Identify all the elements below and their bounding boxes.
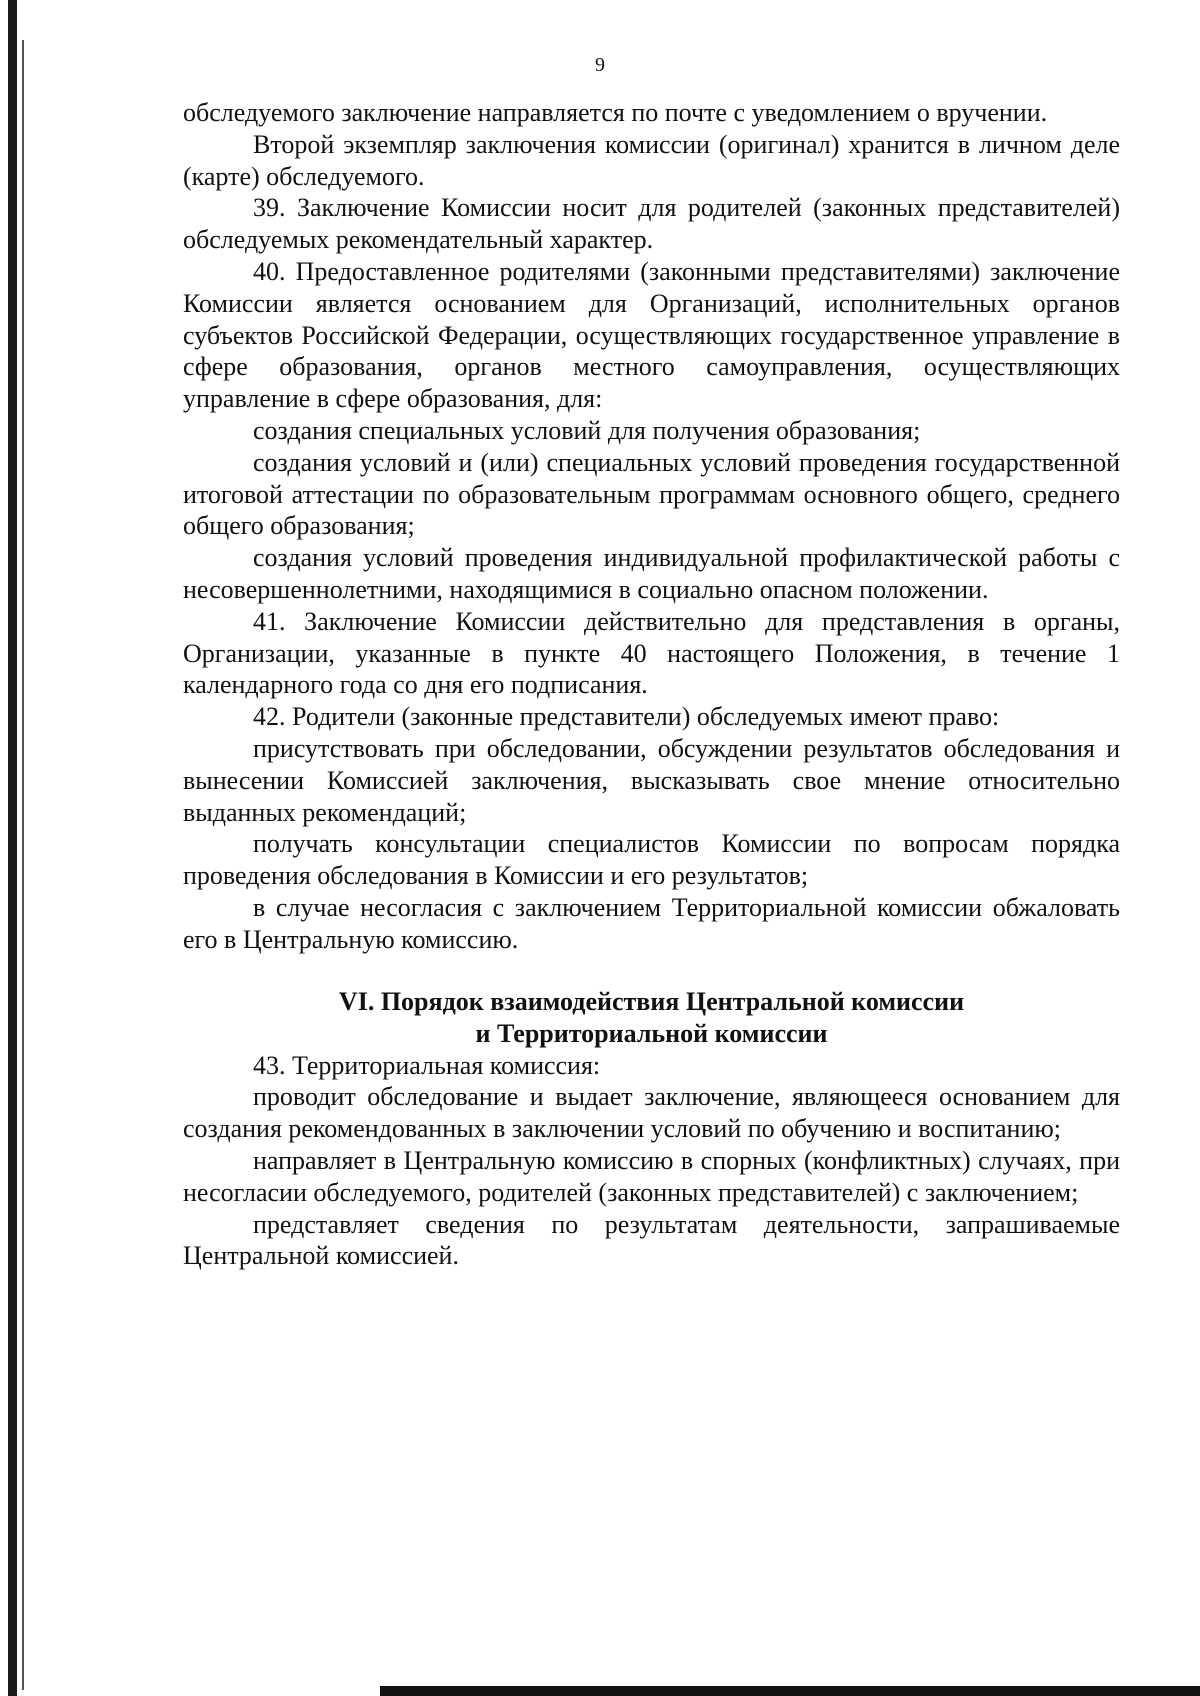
paragraphs-after-heading [183, 1050, 1120, 1273]
paragraph: создания условий проведения индивидуальной профилактической работы с несовершеннолетними, находящимися в социально опасном положении. [183, 543, 1120, 604]
paragraph: 40. Предоставленное родителями (законными представителями) заключение Комиссии является основанием для Организаций, исполнительных органов субъектов Российской Федерации, осуществляющих государственное управление в сфере образования, органов местного самоуправления, осуществляющих управление в сфере образования, для: [183, 256, 1120, 414]
page-number: 9 [595, 54, 605, 76]
section-heading-line-2: и Территориальной комиссии [475, 1018, 828, 1048]
paragraph: Второй экземпляр заключения комиссии (оригинал) хранится в личном деле (карте) обследуемого. [183, 129, 1120, 191]
paragraph: представляет сведения по результатам деятельности, запрашиваемые Центральной комиссией. [183, 1209, 1120, 1271]
scan-edge-bottom [380, 1686, 1200, 1696]
paragraph: создания условий и (или) специальных условий проведения государственной итоговой аттестации по образовательным программам основного общего, среднего общего образования; [183, 447, 1120, 541]
section-heading-line-1: VI. Порядок взаимодействия Центральной комиссии [338, 986, 965, 1016]
paragraph: 39. Заключение Комиссии носит для родителей (законных представителей) обследуемых рекомендательный характер. [183, 193, 1120, 255]
section-heading [183, 986, 1120, 1050]
paragraph: направляет в Центральную комиссию в спорных (конфликтных) случаях, при несогласии обследуемого, родителей (законных представителей) с заключением; [183, 1145, 1120, 1207]
paragraph: проводит обследование и выдает заключение, являющееся основанием для создания рекомендованных в заключении условий по обучению и воспитанию; [183, 1082, 1120, 1144]
paragraphs-before-heading [183, 97, 1120, 956]
paragraph: получать консультации специалистов Комиссии по вопросам порядка проведения обследования в Комиссии и его результатов; [183, 829, 1120, 891]
scan-edge-left [8, 0, 17, 1696]
paragraph: 43. Территориальная комиссия: [253, 1050, 601, 1080]
paragraph: обследуемого заключение направляется по почте с уведомлением о вручении. [183, 98, 1048, 127]
scan-edge-left-line [22, 40, 24, 1690]
paragraph: 41. Заключение Комиссии действительно для представления в органы, Организации, указанные в пункте 40 настоящего Положения, в течение 1 календарного года со дня его подписания. [183, 606, 1120, 700]
paragraph: в случае несогласия с заключением Территориальной комиссии обжаловать его в Центральную комиссию. [183, 892, 1120, 954]
paragraph: присутствовать при обследовании, обсуждении результатов обследования и вынесении Комиссией заключения, высказывать свое мнение относительно выданных рекомендаций; [183, 733, 1120, 827]
paragraph: 42. Родители (законные представители) обследуемых имеют право: [253, 702, 1000, 732]
document-body [183, 97, 1120, 1272]
paragraph: создания специальных условий для получения образования; [253, 415, 921, 445]
